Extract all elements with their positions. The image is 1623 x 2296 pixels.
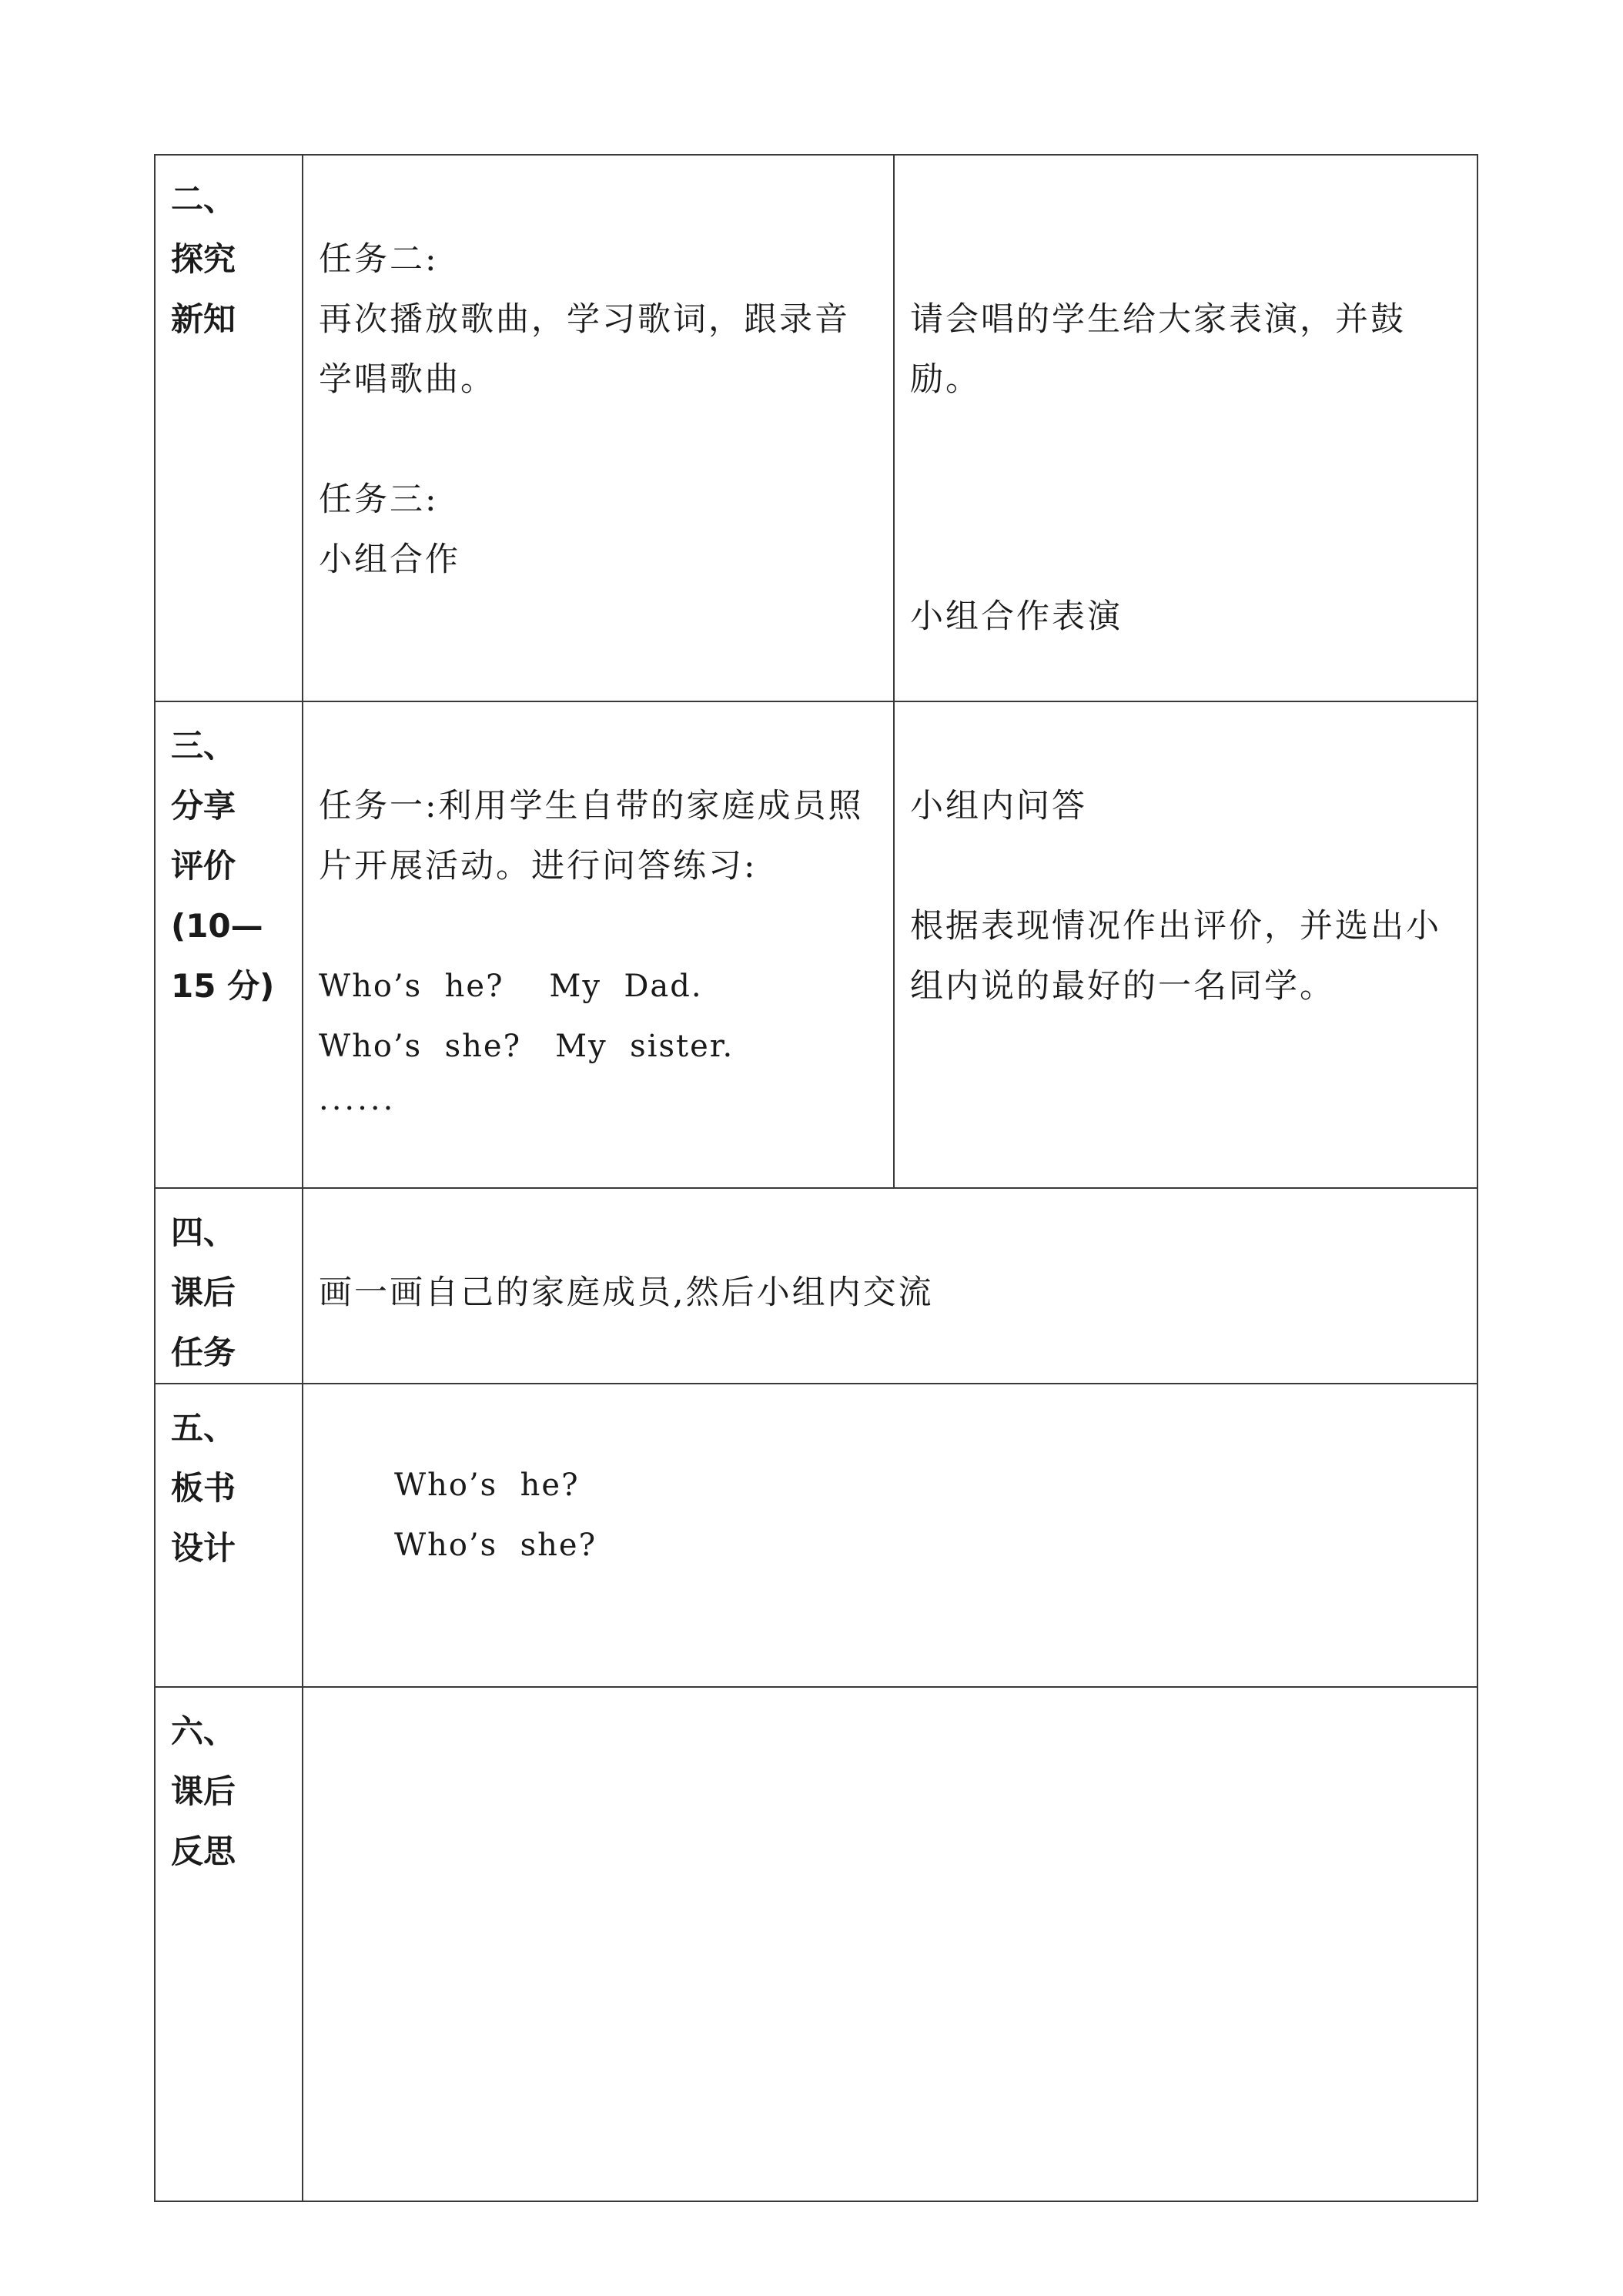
task-body: 小组合作 — [319, 541, 460, 579]
activity-cell — [303, 701, 894, 1188]
section-title-line: 新知 — [171, 300, 236, 338]
qa-ellipsis: ...... — [319, 1082, 397, 1117]
section-title-line: 反思 — [171, 1832, 236, 1870]
section-number: 三、 — [171, 727, 236, 765]
section-title-line: 探究 — [171, 240, 236, 278]
row-explore-new-knowledge — [155, 155, 1477, 701]
qa-line: Who’s she? My sister. — [319, 1029, 735, 1064]
section-head-3 — [155, 701, 303, 1188]
activity-cell — [303, 155, 894, 701]
guidance-text: 请会唱的学生给大家表演，并鼓励。 — [910, 300, 1406, 399]
board-design-cell — [303, 1384, 1477, 1687]
section-title-line: 任务 — [171, 1334, 236, 1371]
section-title-line: 评价 — [171, 847, 236, 885]
row-share-evaluate — [155, 701, 1477, 1188]
section-head-2 — [155, 155, 303, 701]
section-number: 二、 — [171, 180, 236, 218]
section-head-5 — [155, 1384, 303, 1687]
section-title-line: 课后 — [171, 1274, 236, 1311]
section-head-6 — [155, 1687, 303, 2201]
reflection-cell — [303, 1687, 1477, 2201]
section-number: 四、 — [171, 1213, 236, 1251]
guidance-text: 小组合作表演 — [910, 597, 1123, 636]
row-board-design — [155, 1384, 1477, 1687]
section-title-line: 板书 — [171, 1469, 236, 1507]
board-line: Who’s he? — [394, 1468, 580, 1503]
task-body: 任务一:利用学生自带的家庭成员照片开展活动。进行问答练习: — [319, 787, 864, 885]
qa-line: Who’s he? My Dad. — [319, 969, 703, 1004]
guidance-text: 小组内问答 — [910, 787, 1087, 825]
section-title-line: 分享 — [171, 787, 236, 825]
row-reflection — [155, 1687, 1477, 2201]
task-title: 任务三: — [319, 480, 439, 519]
lesson-plan-table — [154, 154, 1478, 2202]
section-time-line: 15 分) — [171, 967, 275, 1005]
section-title-line: 课后 — [171, 1772, 236, 1810]
row-after-class-task — [155, 1188, 1477, 1384]
teacher-guidance-cell — [894, 155, 1477, 701]
section-number: 六、 — [171, 1712, 236, 1750]
board-line: Who’s she? — [394, 1528, 597, 1563]
homework-text: 画一画自己的家庭成员,然后小组内交流 — [319, 1274, 934, 1312]
task-body: 再次播放歌曲，学习歌词，跟录音学唱歌曲。 — [319, 300, 850, 399]
guidance-text: 根据表现情况作出评价，并选出小组内说的最好的一名同学。 — [910, 907, 1441, 1006]
task-title: 任务二: — [319, 240, 439, 279]
section-head-4 — [155, 1188, 303, 1384]
section-time-line: (10— — [171, 907, 263, 945]
homework-cell — [303, 1188, 1477, 1384]
section-title-line: 设计 — [171, 1529, 236, 1567]
section-number: 五、 — [171, 1409, 236, 1447]
teacher-guidance-cell — [894, 701, 1477, 1188]
